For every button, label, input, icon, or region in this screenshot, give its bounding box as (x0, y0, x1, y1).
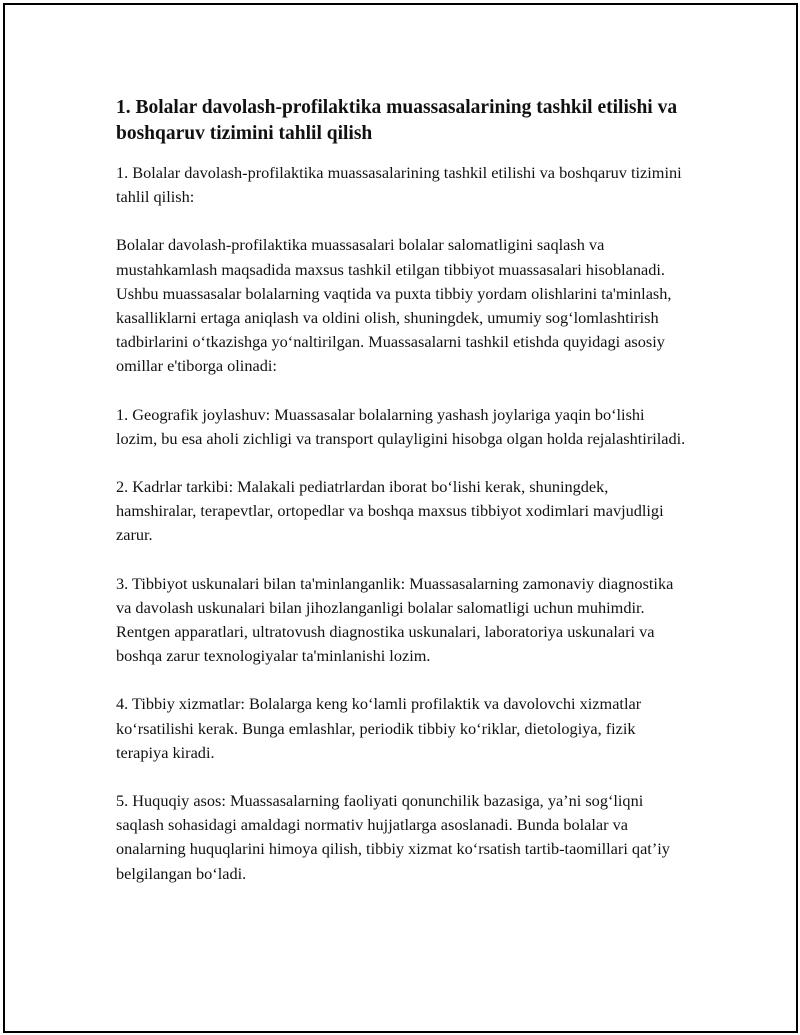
intro-line: 1. Bolalar davolash-profilaktika muassasalarining tashkil etilishi va boshqaruv tizimini tahlil qilish: (116, 163, 682, 207)
document-content (116, 95, 686, 886)
list-item-staff: 2. Kadrlar tarkibi: Malakali pediatrlardan iborat bo‘lishi kerak, shuningdek, hamshiralar, terapevtlar, ortopedlar va boshqa maxsus tibbiyot xodimlari mavjudligi zarur. (116, 477, 664, 545)
list-item-services: 4. Tibbiy xizmatlar: Bolalarga keng ko‘lamli profilaktik va davolovchi xizmatlar ko‘rsatilishi kerak. Bunga emlashlar, periodik tibbiy ko‘riklar, dietologiya, fizik terapiya kiradi. (116, 694, 642, 762)
document-title: 1. Bolalar davolash-profilaktika muassasalarining tashkil etilishi va boshqaruv tizimini tahlil qilish (116, 97, 678, 144)
overview-paragraph: Bolalar davolash-profilaktika muassasalari bolalar salomatligini saqlash va mustahkamlash maqsadida maxsus tashkil etilgan tibbiyot muassasalari hisoblanadi. Ushbu muassasalar bolalarning vaqtida va puxta tibbiy yordam olishlarini ta'minlash, kasalliklarni ertaga aniqlash va oldini olish, shuningdek, umumiy sog‘lomlashtirish tadbirlarini o‘tkazishga yo‘naltirilgan. Muassasalarni tashkil etishda quyidagi asosiy omillar e'tiborga olinadi: (116, 235, 672, 376)
list-item-equipment: 3. Tibbiyot uskunalari bilan ta'minlanganlik: Muassasalarning zamonaviy diagnostika va davolash uskunalari bilan jihozlanganligi bolalar salomatligi uchun muhimdir. Rentgen apparatlari, ultratovush diagnostika uskunalari, laboratoriya uskunalari va boshqa zarur texnologiyalar ta'minlanishi lozim. (116, 573, 674, 666)
list-item-geography: 1. Geografik joylashuv: Muassasalar bolalarning yashash joylariga yaqin bo‘lishi lozim, bu esa aholi zichligi va transport qulayligini hisobga olgan holda rejalashtiriladi. (116, 404, 686, 448)
list-item-legal-basis: 5. Huquqiy asos: Muassasalarning faoliyati qonunchilik bazasiga, ya’ni sog‘liqni saqlash sohasidagi amaldagi normativ hujjatlarga asoslanadi. Bunda bolalar va onalarning huquqlarini himoya qilish, tibbiy xizmat ko‘rsatish tartib-taomillari qat’iy belgilangan bo‘ladi. (116, 791, 670, 883)
